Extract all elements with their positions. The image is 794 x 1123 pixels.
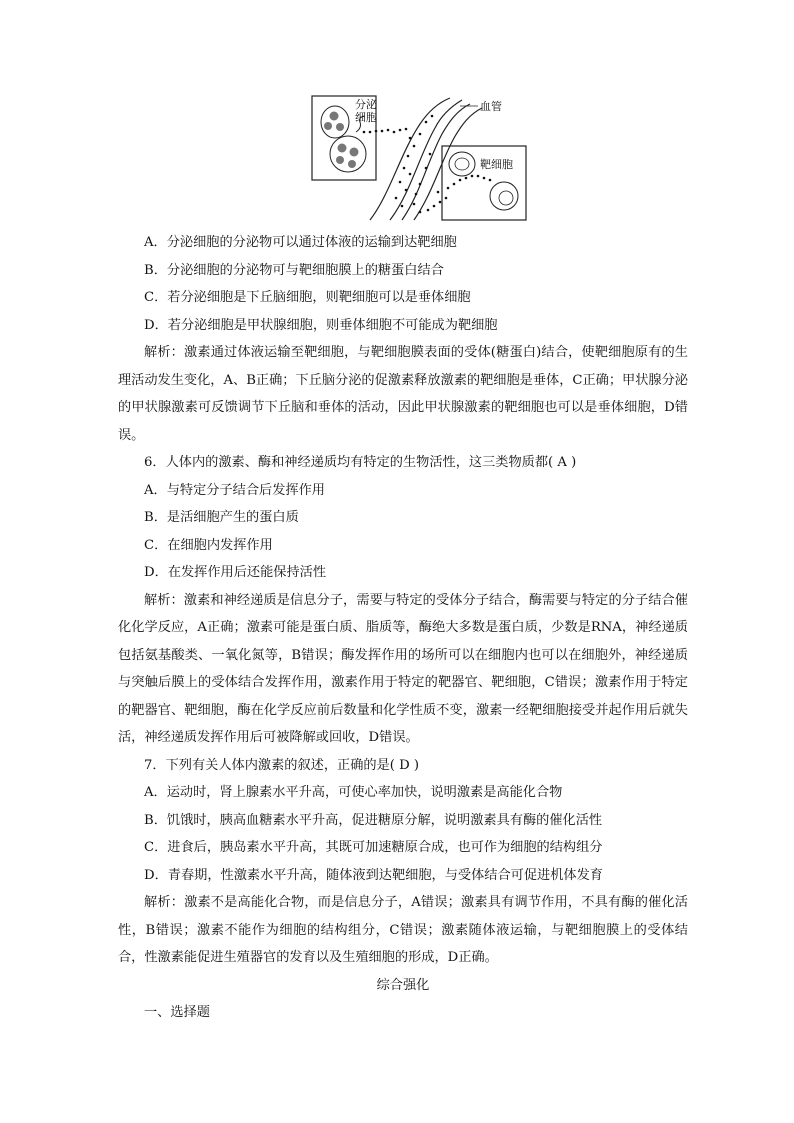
q6-option-c: C．在细胞内发挥作用: [144, 537, 273, 553]
label-secretory-line1: 分泌: [355, 98, 377, 111]
q7-option-b: B．饥饿时，胰高血糖素水平升高，促进糖原分解，说明激素具有酶的催化活性: [144, 812, 603, 828]
vesicle: [338, 144, 347, 153]
secretory-cell-upper: [321, 106, 349, 138]
q7-option-d: D．青春期，性激素水平升高，随体液到达靶细胞，与受体结合可促进机体发育: [144, 867, 603, 883]
vesicle: [350, 148, 359, 157]
vessel-wall-left: [370, 98, 450, 220]
subsection-title: 一、选择题: [144, 1005, 210, 1020]
hormone-transport-diagram: [310, 94, 530, 222]
q6-stem: 6．人体内的激素、酶和神经递质均有特定的生物活性，这三类物质都( A ): [144, 455, 577, 470]
q5-analysis: 解析：激素通过体液运输至靶细胞，与靶细胞膜表面的受体(糖蛋白)结合，使靶细胞原有的生理活动发生变化，A、B正确；下丘脑分泌的促激素释放激素的靶细胞是垂体，C正确；甲状腺分泌的甲状腺激素可反馈调节下丘脑和垂体的活动，因此甲状腺激素的靶细胞也可以是垂体细胞，D错误。: [118, 345, 688, 443]
vesicle: [324, 122, 332, 130]
label-secretory-line2: 细胞: [355, 111, 377, 124]
hormone-dots-out: [363, 128, 408, 134]
vesicle: [336, 123, 344, 131]
q5-option-d: D．若分泌细胞是甲状腺细胞，则垂体细胞不可能成为靶细胞: [144, 317, 498, 333]
q5-option-b: B．分泌细胞的分泌物可与靶细胞膜上的糖蛋白结合: [144, 262, 444, 278]
target-cell-lower: [490, 182, 518, 210]
target-cell-upper: [449, 152, 475, 176]
q7-analysis: 解析：激素不是高能化合物，而是信息分子，A错误；激素具有调节作用，不具有酶的催化活性，B错误；激素不能作为细胞的结构组分，C错误；激素随体液运输，与靶细胞膜上的受体结合，性激素能促进生殖器官的发育以及生殖细胞的形成，D正确。: [118, 895, 688, 965]
q6-option-d: D．在发挥作用后还能保持活性: [144, 565, 327, 580]
q5-option-a: A．分泌细胞的分泌物可以通过体液的运输到达靶细胞: [144, 235, 457, 250]
hormone-dots-to-target: [419, 175, 492, 214]
q7-stem: 7．下列有关人体内激素的叙述，正确的是( D ): [144, 757, 420, 773]
vesicle: [336, 156, 344, 164]
target-nucleus-upper: [455, 158, 469, 170]
q6-analysis: 解析：激素和神经递质是信息分子，需要与特定的受体分子结合，酶需要与特定的分子结合催化化学反应，A正确；激素可能是蛋白质、脂质等，酶绝大多数是蛋白质，少数是RNA，神经递质包括氨基酸类、一氧化氮等，B错误；酶发挥作用的场所可以在细胞内也可以在细胞外，神经递质与突触后膜上的受体结合发挥作用，激素作用于特定的靶器官、靶细胞，C错误；激素作用于特定的靶器官、靶细胞，酶在化学反应前后数量和化学性质不变，激素一经靶细胞接受并起作用后就失活，神经递质发挥作用后可被降解或回收，D错误。: [118, 592, 688, 745]
document-body: [118, 229, 688, 1027]
diagram-svg: [310, 94, 530, 222]
q7-option-c: C．进食后，胰岛素水平升高，其既可加速糖原合成，也可作为细胞的结构组分: [144, 840, 603, 855]
label-vessel: 血管: [480, 100, 502, 113]
label-target: 靶细胞: [480, 158, 513, 171]
q6-option-b: B．是活细胞产生的蛋白质: [144, 510, 299, 525]
section-title: 综合强化: [376, 977, 430, 993]
q6-option-a: A．与特定分子结合后发挥作用: [144, 482, 325, 498]
q7-option-a: A．运动时，肾上腺素水平升高，可使心率加快，说明激素是高能化合物: [144, 785, 563, 800]
vesicle: [348, 160, 356, 168]
vesicle: [330, 112, 339, 121]
target-nucleus-lower: [499, 191, 513, 205]
q5-option-c: C．若分泌细胞是下丘脑细胞，则靶细胞可以是垂体细胞: [144, 290, 471, 305]
secretory-cell-lower: [330, 136, 366, 172]
vessel-wall-right-inner: [402, 104, 470, 220]
